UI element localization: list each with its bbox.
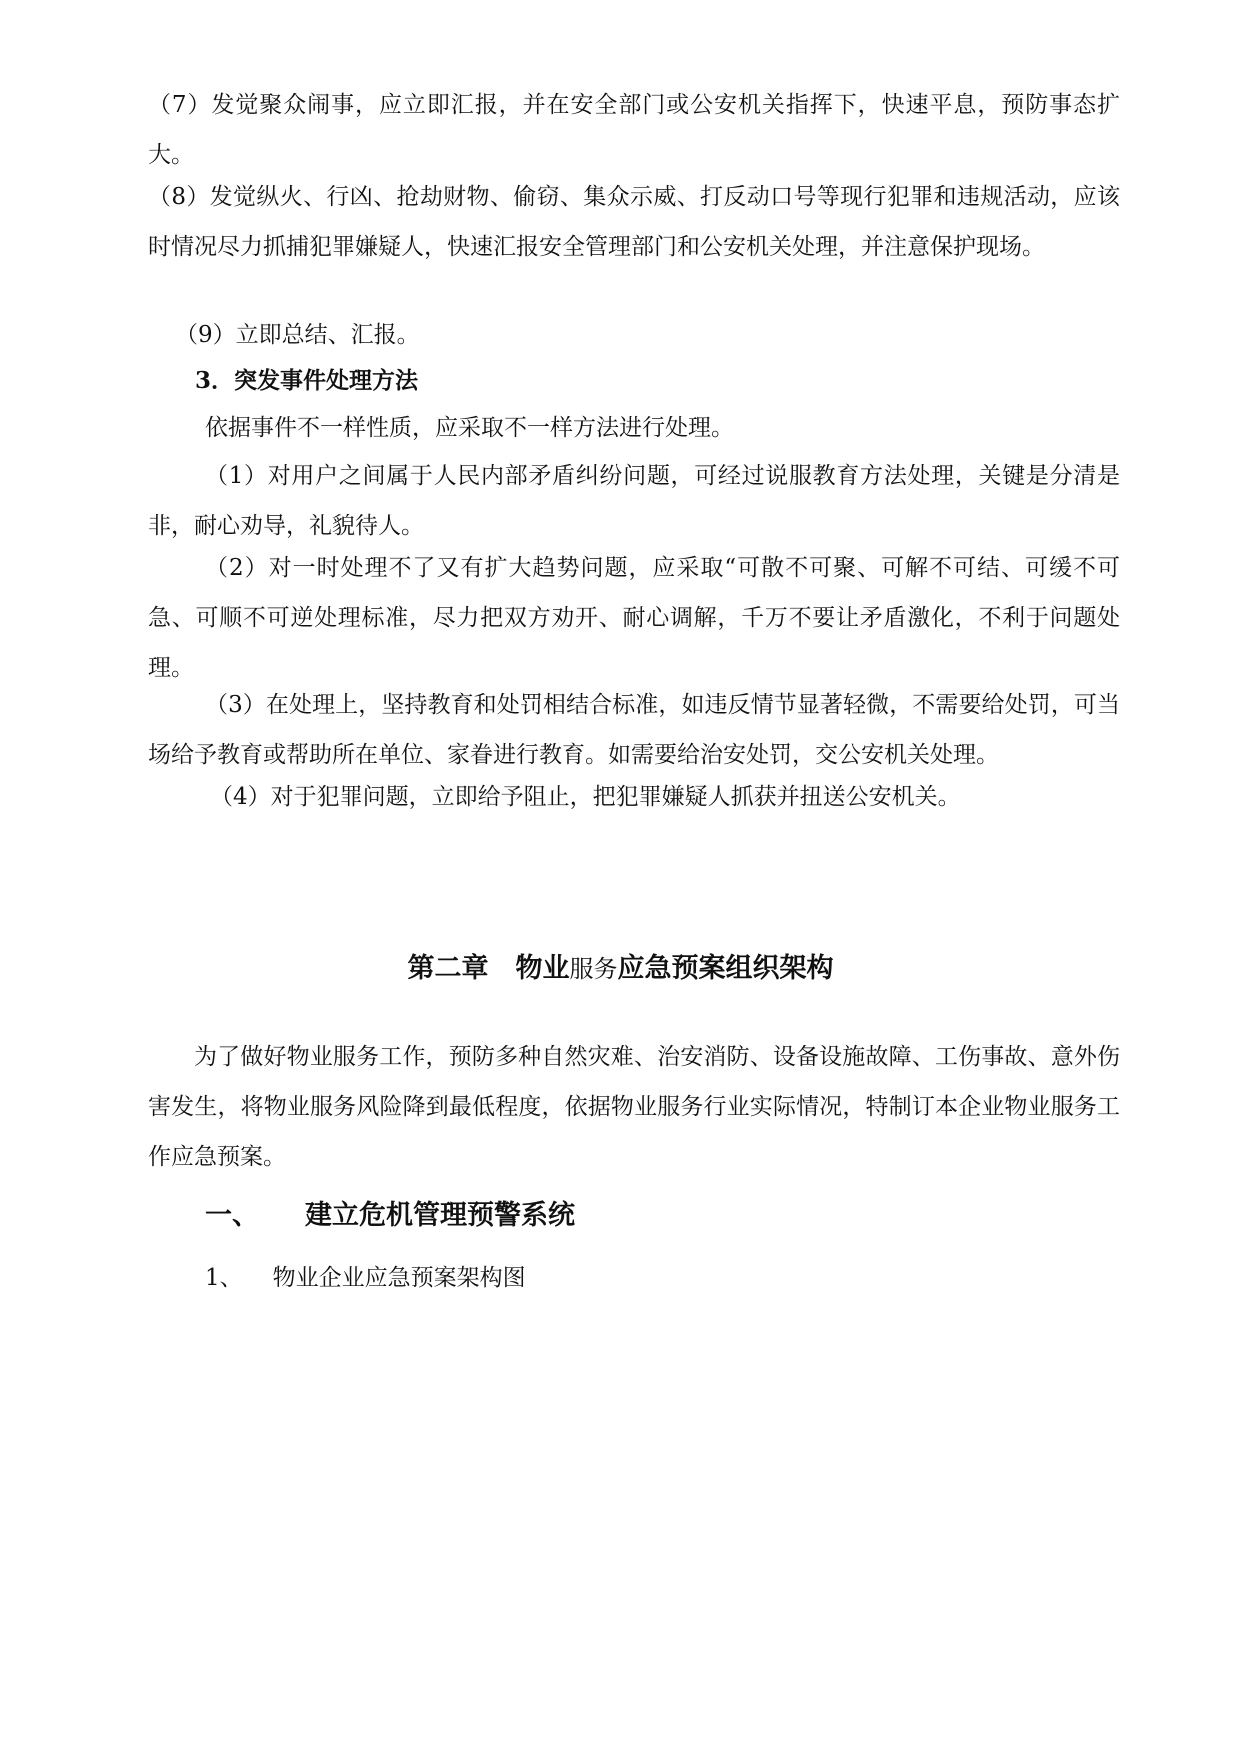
chapter-title-part1: 第二章 物业	[407, 953, 570, 984]
section-title: 建立危机管理预警系统	[305, 1200, 575, 1231]
method-4-paragraph: （4）对于犯罪问题，立即给予阻止，把犯罪嫌疑人抓获并扭送公安机关。	[210, 784, 961, 810]
chapter-title-part3: 应急预案组织架构	[617, 953, 834, 984]
intro-paragraph: 依据事件不一样性质，应采取不一样方法进行处理。	[205, 415, 734, 441]
section-heading	[205, 1191, 575, 1241]
method-2-paragraph: （2）对一时处理不了又有扩大趋势问题，应采取“可散不可聚、可解不可结、可缓不可急、可顺不可逆处理标准，尽力把双方劝开、耐心调解，千万不要让矛盾激化，不利于问题处理。	[148, 555, 1120, 681]
section-number: 一、	[205, 1200, 259, 1231]
method-3-paragraph: （3）在处理上，坚持教育和处罚相结合标准，如违反情节显著轻微，不需要给处罚，可当场给予教育或帮助所在单位、家眷进行教育。如需要给治安处罚，交公安机关处理。	[148, 692, 1120, 768]
subheading-3: 3．突发事件处理方法	[195, 367, 419, 394]
method-1-paragraph: （1）对用户之间属于人民内部矛盾纠纷问题，可经过说服教育方法处理，关键是分清是非，耐心劝导，礼貌待人。	[148, 463, 1120, 539]
chapter-title	[0, 944, 1241, 994]
chapter-intro-paragraph: 为了做好物业服务工作，预防多种自然灾难、治安消防、设备设施故障、工伤事故、意外伤害发生，将物业服务风险降到最低程度，依据物业服务行业实际情况，特制订本企业物业服务工作应急预案。	[148, 1044, 1120, 1170]
item-heading	[205, 1253, 526, 1303]
paragraph-7: （7）发觉聚众闹事，应立即汇报，并在安全部门或公安机关指挥下，快速平息，预防事态扩大。	[148, 92, 1120, 168]
chapter-title-part2: 服务	[569, 955, 618, 983]
paragraph-9: （9）立即总结、汇报。	[175, 322, 420, 348]
item-title: 物业企业应急预案架构图	[272, 1265, 526, 1291]
paragraph-8: （8）发觉纵火、行凶、抢劫财物、偷窃、集众示威、打反动口号等现行犯罪和违规活动，应该时情况尽力抓捕犯罪嫌疑人，快速汇报安全管理部门和公安机关处理，并注意保护现场。	[148, 184, 1120, 260]
item-number: 1、	[205, 1265, 243, 1291]
